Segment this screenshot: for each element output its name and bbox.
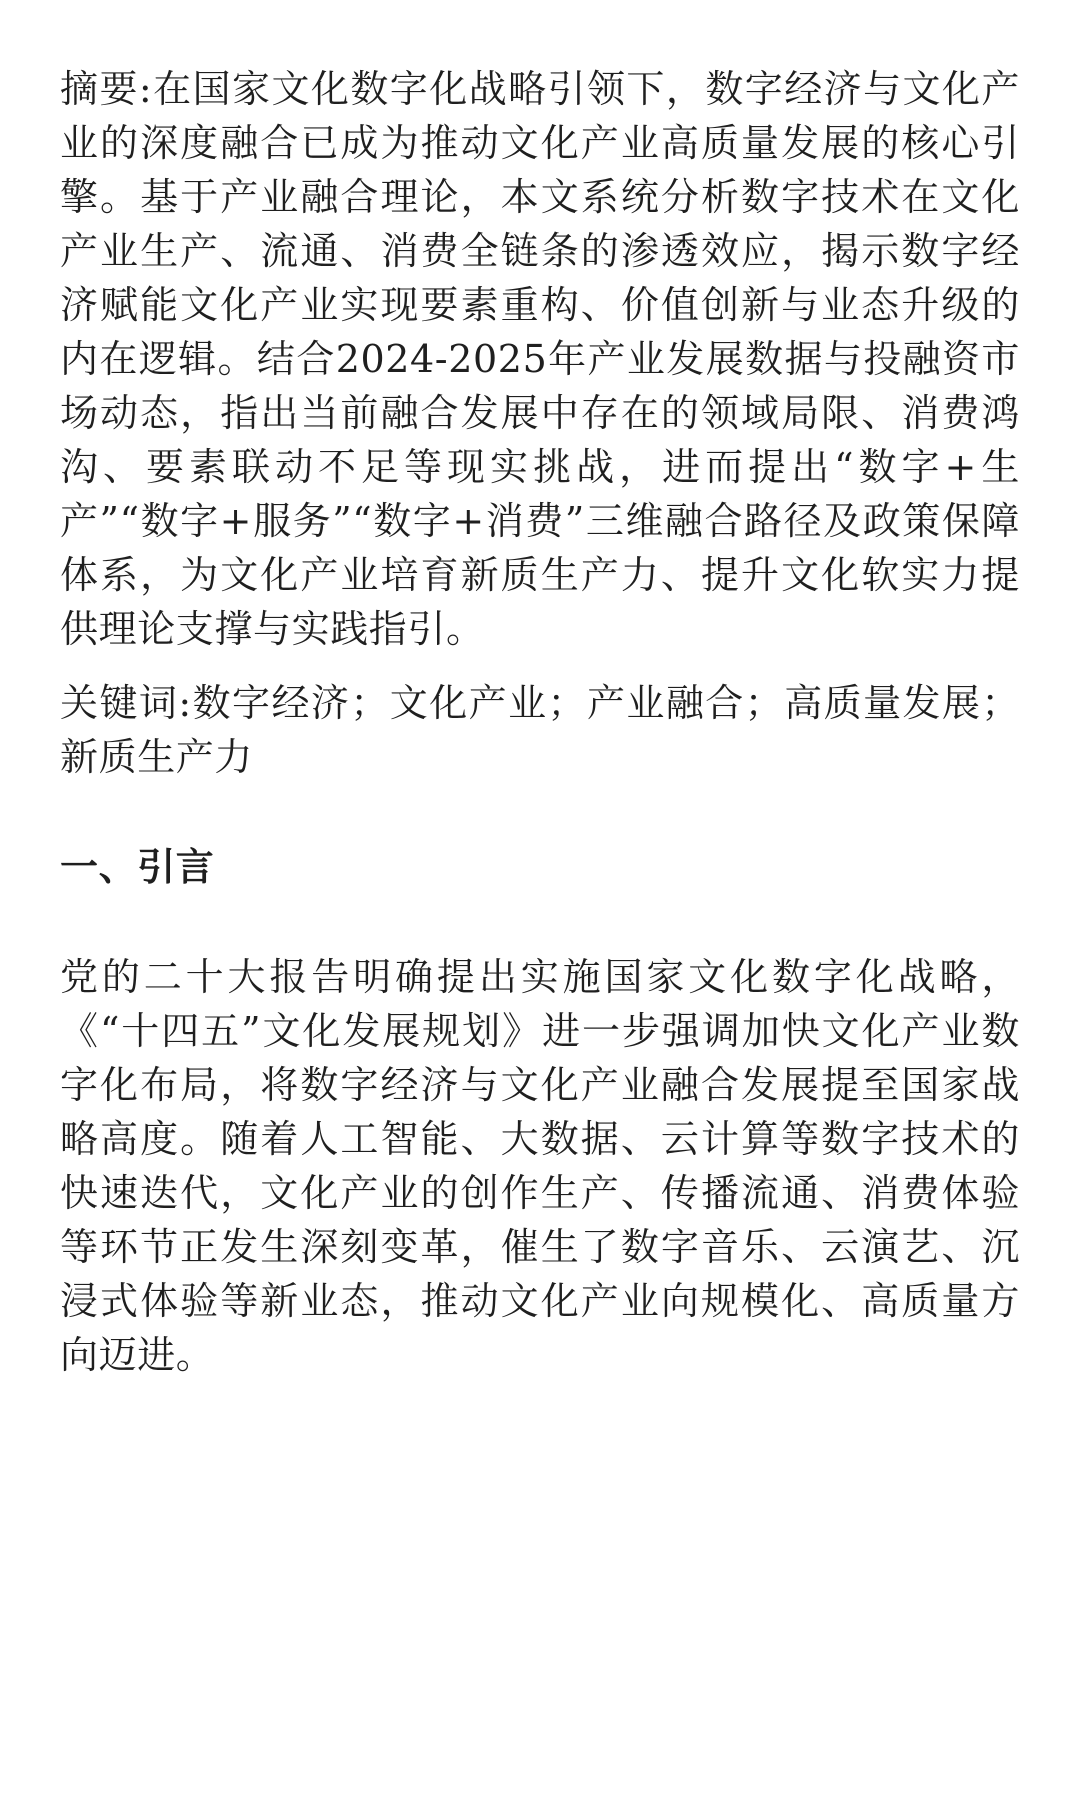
keywords-paragraph [60,676,1020,784]
abstract-text: 在国家文化数字化战略引领下，数字经济与文化产业的深度融合已成为推动文化产业高质量发展的核心引擎。基于产业融合理论，本文系统分析数字技术在文化产业生产、流通、消费全链条的渗透效应，揭示数字经济赋能文化产业实现要素重构、价值创新与业态升级的内在逻辑。结合2024-2025年产业发展数据与投融资市场动态，指出当前融合发展中存在的领域局限、消费鸿沟、要素联动不足等现实挑战，进而提出“数字+生产”“数字+服务”“数字+消费”三维融合路径及政策保障体系，为文化产业培育新质生产力、提升文化软实力提供理论支撑与实践指引。 [60,67,1021,651]
abstract-paragraph [60,62,1020,656]
introduction-paragraph: 党的二十大报告明确提出实施国家文化数字化战略，《“十四五”文化发展规划》进一步强调加快文化产业数字化布局，将数字经济与文化产业融合发展提至国家战略高度。随着人工智能、大数据、云计算等数字技术的快速迭代，文化产业的创作生产、传播流通、消费体验等环节正发生深刻变革，催生了数字音乐、云演艺、沉浸式体验等新业态，推动文化产业向规模化、高质量方向迈进。 [60,955,1020,1377]
keywords-text: 数字经济；文化产业；产业融合；高质量发展；新质生产力 [60,681,1021,779]
abstract-label: 摘要: [60,67,153,111]
keywords-label: 关键词: [60,681,192,725]
section-heading-introduction: 一、引言 [60,844,215,889]
